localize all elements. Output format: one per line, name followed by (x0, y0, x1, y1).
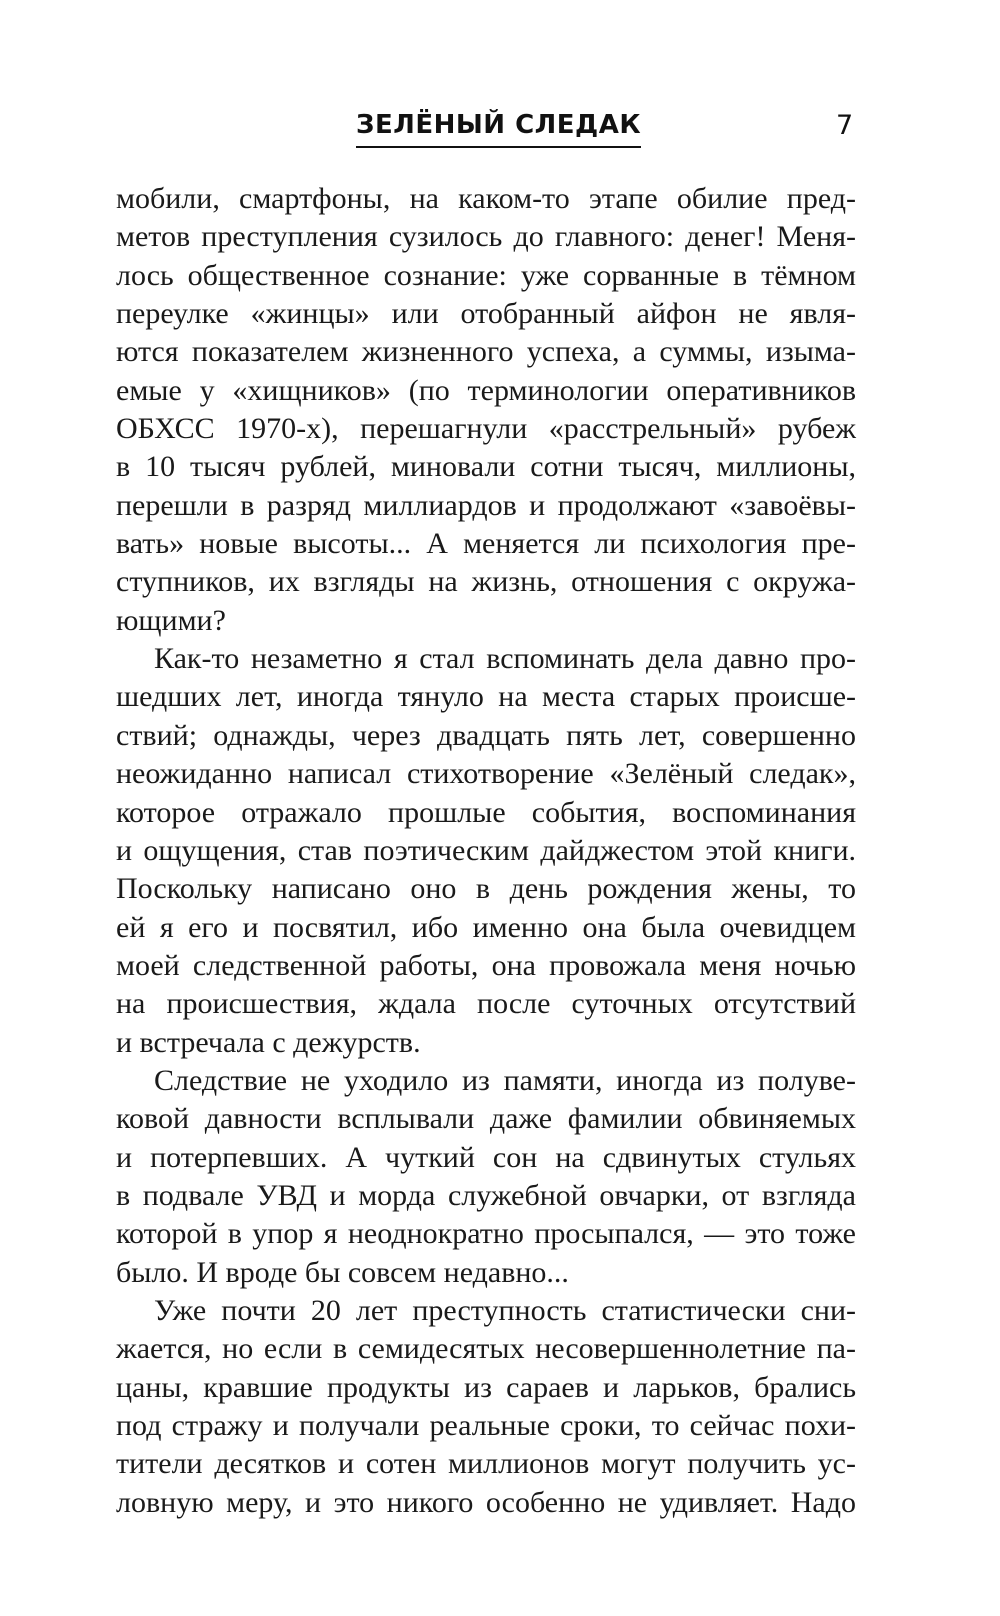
text-line: ющими? (116, 603, 226, 637)
paragraph-first-line: Следствие не уходило из памяти, иногда из полуве- (154, 1063, 856, 1097)
text-line: цаны, кравшие продукты из сараев и ларьков, брались (116, 1370, 856, 1404)
body-text (116, 180, 856, 1522)
text-line: метов преступления сузилось до главного: денег! Меня- (116, 220, 856, 254)
text-line: было. И вроде бы совсем недавно... (116, 1255, 569, 1289)
text-line: и ощущения, став поэтическим дайджестом этой книги. (116, 833, 856, 867)
text-line: вать» новые высоты... А меняется ли психология пре- (116, 527, 856, 561)
text-line: жается, но если в семидесятых несовершеннолетние па- (116, 1332, 856, 1366)
text-line: шедших лет, иногда тянуло на места старых происше- (116, 680, 856, 714)
text-line: ей я его и посвятил, ибо именно она была очевидцем (116, 910, 856, 944)
text-line: которой в упор я неоднократно просыпался, — это тоже (116, 1217, 856, 1251)
text-line: в 10 тысяч рублей, миновали сотни тысяч, миллионы, (116, 450, 856, 484)
text-line: ступников, их взгляды на жизнь, отношения с окружа- (116, 565, 856, 599)
text-line: и потерпевших. А чуткий сон на сдвинутых стульях (116, 1140, 856, 1174)
text-line: на происшествия, ждала после суточных отсутствий (116, 987, 856, 1021)
text-line: тители десятков и сотен миллионов могут получить ус- (116, 1447, 856, 1481)
text-line: емые у «хищников» (по терминологии оперативников (116, 373, 856, 407)
text-line: ОБХСС 1970-х), перешагнули «расстрельный» рубеж (116, 412, 856, 446)
paragraph-first-line: Как-то незаметно я стал вспоминать дела давно про- (154, 642, 856, 676)
text-line: под стражу и получали реальные сроки, то сейчас похи- (116, 1409, 856, 1442)
text-line: лось общественное сознание: уже сорванные в тёмном (116, 258, 856, 292)
text-line: неожиданно написал стихотворение «Зелёный следак», (116, 757, 856, 791)
page-number: 7 (836, 110, 854, 141)
paragraph-first-line: Уже почти 20 лет преступность статистически сни- (154, 1293, 856, 1327)
text-line: перешли в разряд миллиардов и продолжают «завоёвы- (116, 488, 856, 522)
text-line: моей следственной работы, она провожала меня ночью (116, 948, 856, 982)
text-line: которое отражало прошлые события, воспоминания (116, 795, 856, 829)
text-line: Поскольку написано оно в день рождения жены, то (116, 872, 856, 906)
text-line: переулке «жинцы» или отобранный айфон не явля- (116, 297, 856, 331)
text-line: и встречала с дежурств. (116, 1025, 421, 1059)
text-line: в подвале УВД и морда служебной овчарки, от взгляда (116, 1178, 856, 1212)
text-line: мобили, смартфоны, на каком-то этапе обилие пред- (116, 182, 856, 215)
text-line: ются показателем жизненного успеха, а суммы, изыма- (116, 335, 856, 369)
text-line: ствий; однажды, через двадцать пять лет, совершенно (116, 718, 856, 752)
running-title: ЗЕЛЁНЫЙ СЛЕДАК (356, 110, 641, 148)
text-line: ловную меру, и это никого особенно не удивляет. Надо (116, 1485, 856, 1519)
text-line: ковой давности всплывали даже фамилии обвиняемых (116, 1102, 856, 1136)
